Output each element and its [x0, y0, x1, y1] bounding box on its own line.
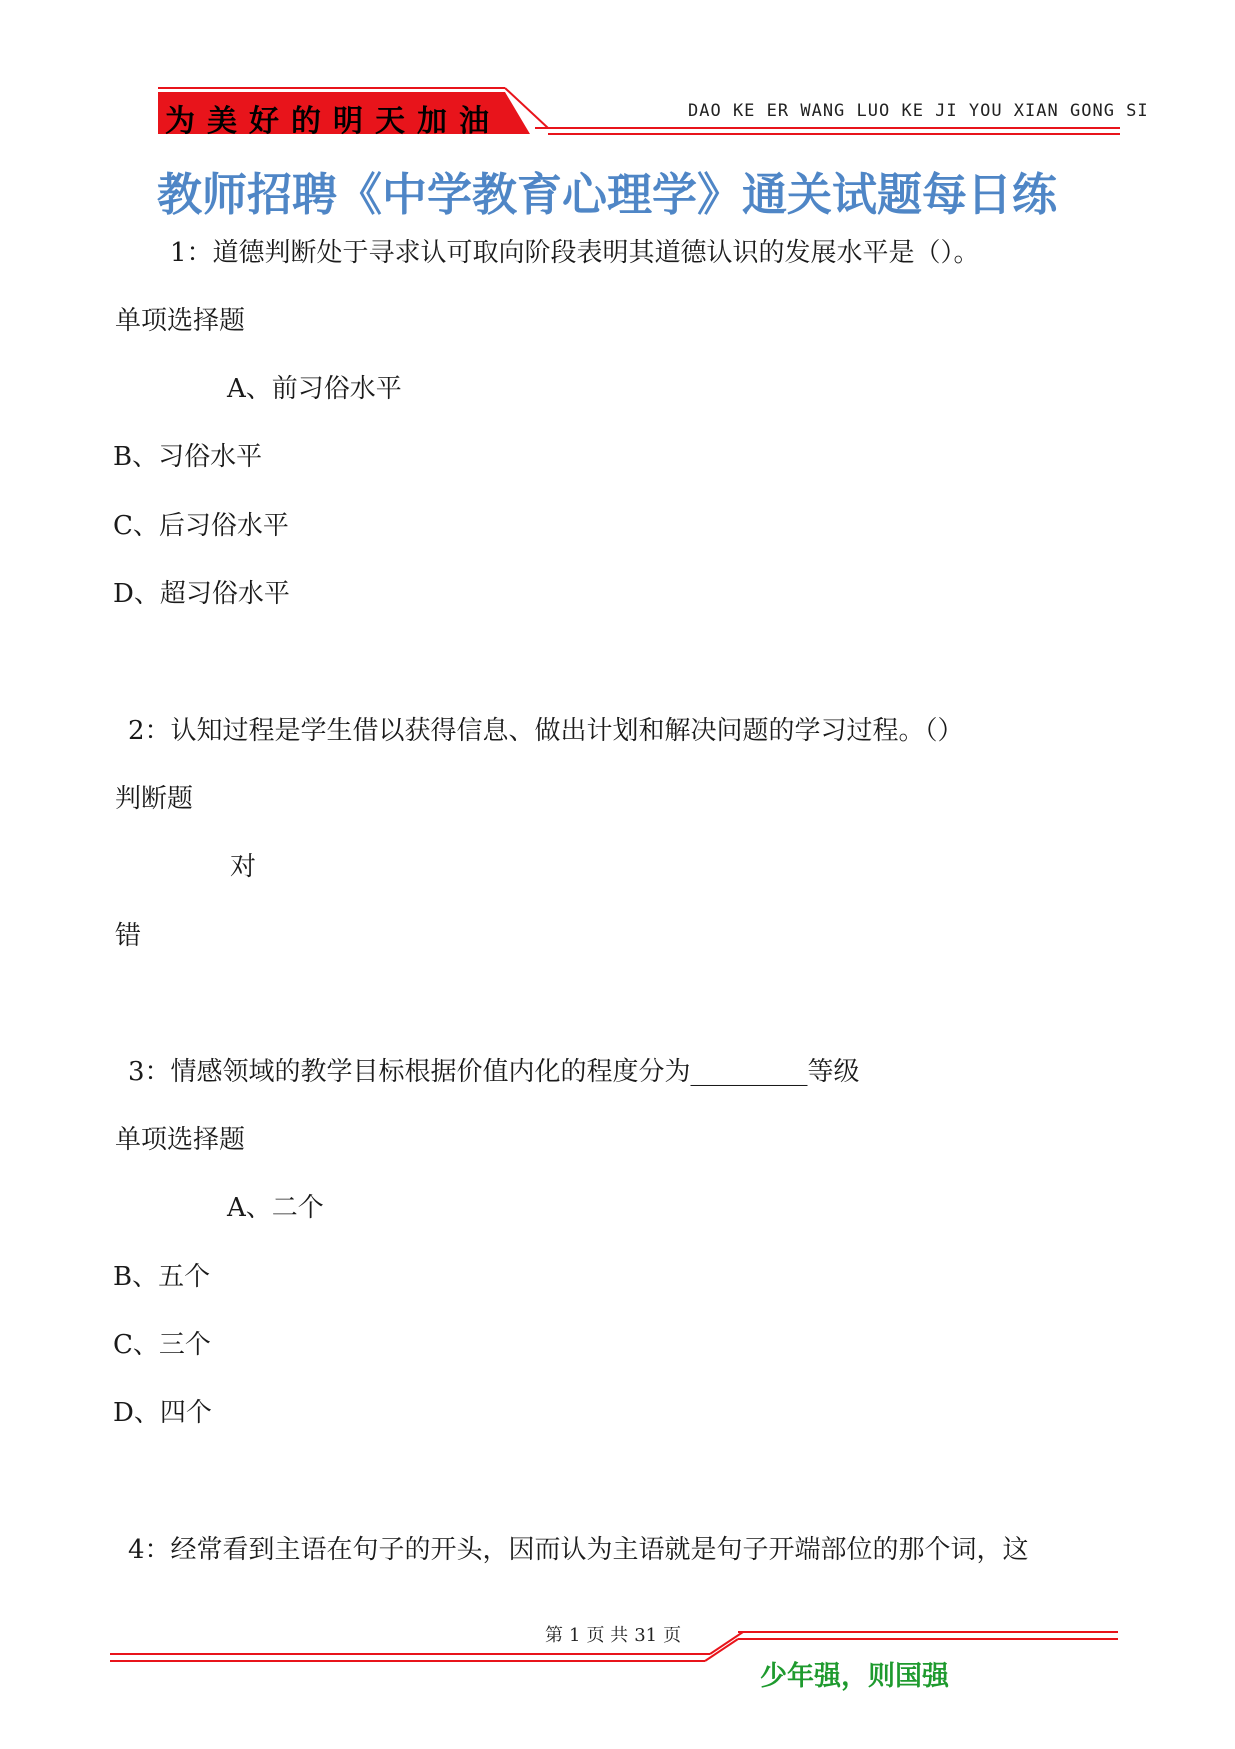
question-1-option-a: A、前习俗水平: [227, 374, 402, 404]
question-3-option-a: A、二个: [227, 1193, 324, 1223]
page-label-post: 页: [663, 1625, 682, 1646]
footer-motto: 少年强，则国强: [760, 1661, 949, 1692]
question-1-option-b: B、习俗水平: [113, 442, 263, 472]
question-1-option-c: C、后习俗水平: [113, 511, 289, 541]
question-4-stem: 4：经常看到主语在句子的开头，因而认为主语就是句子开端部位的那个词，这: [128, 1535, 1029, 1565]
question-1-option-d: D、超习俗水平: [113, 579, 290, 609]
question-2-type: 判断题: [115, 784, 194, 814]
question-2-stem: 2：认知过程是学生借以获得信息、做出计划和解决问题的学习过程。（）: [128, 716, 964, 746]
slogan: 为美好的明天加油: [165, 104, 501, 139]
question-3-option-c: C、三个: [113, 1330, 211, 1360]
question-2-option-false: 错: [115, 921, 142, 951]
page-label-pre: 第: [545, 1625, 563, 1646]
question-1-type: 单项选择题: [115, 306, 246, 336]
page-label-mid: 页 共: [586, 1625, 629, 1646]
question-3-stem: 3：情感领域的教学目标根据价值内化的程度分为_________等级: [128, 1057, 860, 1087]
page-title: 教师招聘《中学教育心理学》通关试题每日练: [157, 168, 1058, 221]
company-name: DAO KE ER WANG LUO KE JI YOU XIAN GONG SI: [688, 101, 1149, 121]
question-3-option-d: D、四个: [113, 1398, 212, 1428]
question-3-type: 单项选择题: [115, 1125, 246, 1155]
question-2-option-true: 对: [230, 852, 257, 882]
question-1-stem: 1：道德判断处于寻求认可取向阶段表明其道德认识的发展水平是（）。: [170, 238, 980, 268]
page-total: 31: [634, 1625, 658, 1646]
page-number: [542, 1621, 684, 1647]
page-current: 1: [569, 1625, 581, 1646]
question-3-option-b: B、五个: [113, 1262, 211, 1292]
